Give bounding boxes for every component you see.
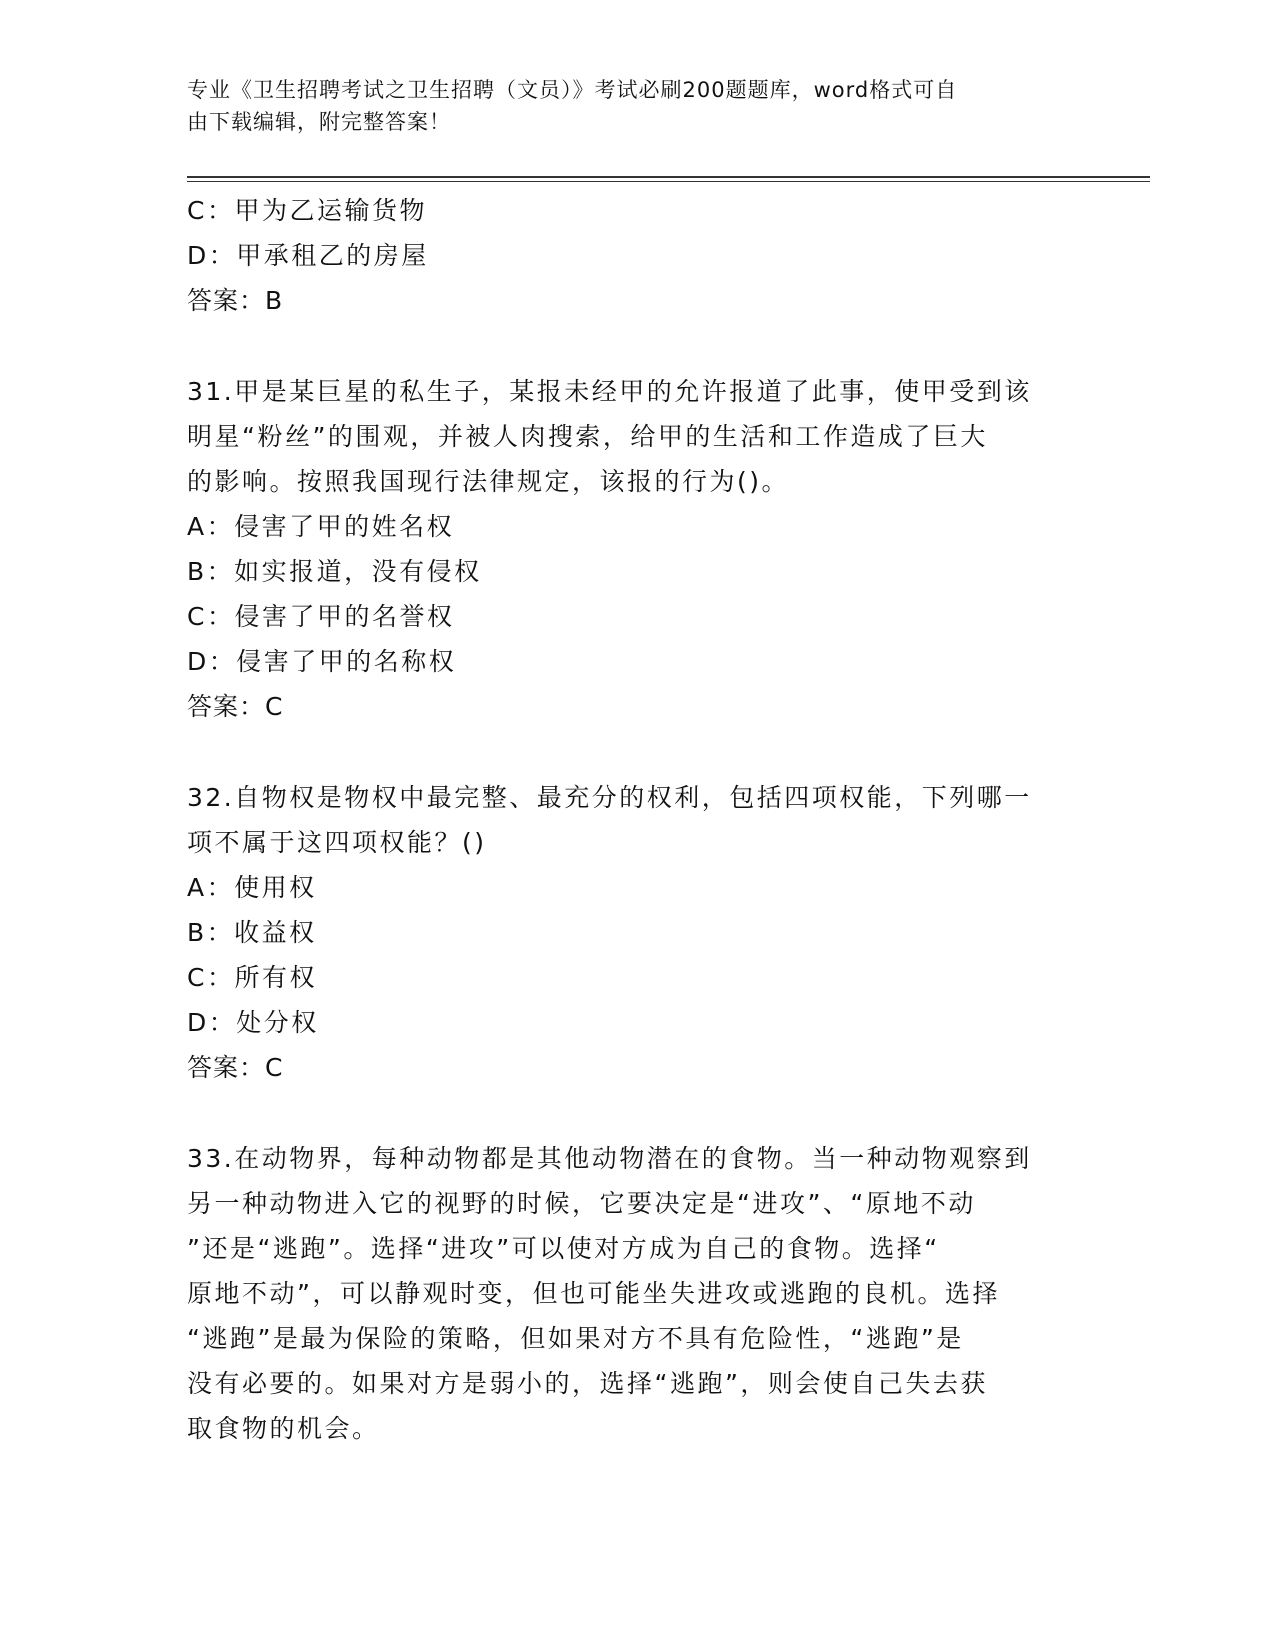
answer-line: 答案：C	[187, 1053, 284, 1082]
document-body	[187, 188, 1067, 1451]
option-d: D：甲承租乙的房屋	[187, 241, 429, 270]
option-b: B：如实报道，没有侵权	[187, 557, 482, 586]
question-stem	[187, 775, 1067, 865]
answer-line: 答案：B	[187, 286, 284, 315]
header-title-line-1: 专业《卫生招聘考试之卫生招聘（文员）》考试必刷200题题库，word格式可自	[187, 78, 958, 102]
spacer	[187, 729, 1067, 775]
stem-line: 明星“粉丝”的围观，并被人肉搜索，给甲的生活和工作造成了巨大	[187, 422, 988, 451]
option-c: C：侵害了甲的名誉权	[187, 602, 455, 631]
stem-line: 31.甲是某巨星的私生子，某报未经甲的允许报道了此事，使甲受到该	[187, 377, 1032, 406]
option-a: A：侵害了甲的姓名权	[187, 512, 455, 541]
question-stem	[187, 1136, 1067, 1451]
stem-line: ”还是“逃跑”。选择“进攻”可以使对方成为自己的食物。选择“	[187, 1234, 940, 1263]
question-stem	[187, 369, 1067, 504]
option-c: C：所有权	[187, 963, 317, 992]
header-divider-thin	[187, 181, 1150, 182]
option-d: D：侵害了甲的名称权	[187, 647, 457, 676]
option-b: B：收益权	[187, 918, 317, 947]
answer-line: 答案：C	[187, 692, 284, 721]
stem-line: 的影响。按照我国现行法律规定，该报的行为()。	[187, 467, 790, 496]
stem-line: “逃跑”是最为保险的策略，但如果对方不具有危险性，“逃跑”是	[187, 1324, 964, 1353]
stem-line: 没有必要的。如果对方是弱小的，选择“逃跑”，则会使自己失去获	[187, 1369, 988, 1398]
stem-line: 32.自物权是物权中最完整、最充分的权利，包括四项权能，下列哪一	[187, 783, 1032, 812]
header-divider-thick	[187, 176, 1150, 178]
spacer	[187, 323, 1067, 369]
option-d: D：处分权	[187, 1008, 319, 1037]
option-c: C：甲为乙运输货物	[187, 196, 427, 225]
question-30	[187, 188, 1067, 323]
option-a: A：使用权	[187, 873, 317, 902]
stem-line: 项不属于这四项权能？()	[187, 828, 487, 857]
question-33	[187, 1136, 1067, 1451]
spacer	[187, 1090, 1067, 1136]
stem-line: 原地不动”，可以静观时变，但也可能坐失进攻或逃跑的良机。选择	[187, 1279, 1000, 1308]
stem-line: 33.在动物界，每种动物都是其他动物潜在的食物。当一种动物观察到	[187, 1144, 1032, 1173]
stem-line: 另一种动物进入它的视野的时候，它要决定是“进攻”、“原地不动	[187, 1189, 976, 1218]
page-header	[187, 74, 1067, 138]
header-title-line-2: 由下载编辑，附完整答案！	[187, 110, 451, 134]
stem-line: 取食物的机会。	[187, 1414, 380, 1443]
question-32	[187, 775, 1067, 1090]
question-31	[187, 369, 1067, 729]
